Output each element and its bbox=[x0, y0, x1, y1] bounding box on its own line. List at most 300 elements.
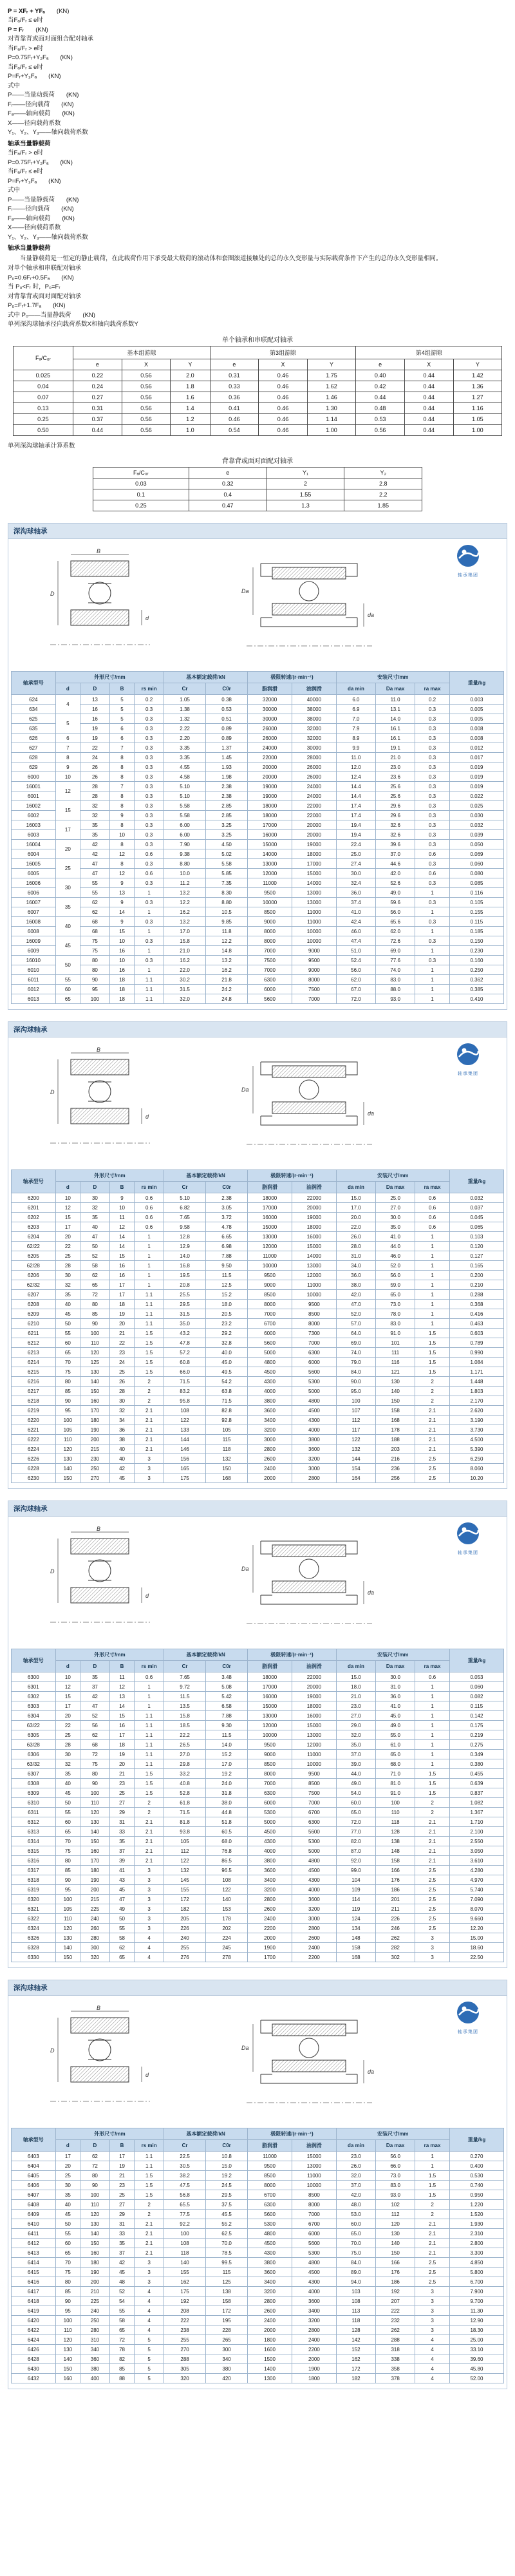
cell-C0r: 178 bbox=[206, 1914, 248, 1924]
cell-B: 15 bbox=[109, 927, 134, 936]
cell-Da: 41.0 bbox=[376, 1701, 415, 1711]
cell-grease-speed: 4300 bbox=[248, 1377, 292, 1387]
cell-Da: 288 bbox=[376, 2335, 415, 2345]
cell-rs: 1.1 bbox=[135, 985, 164, 994]
cell-Cr: 31.5 bbox=[164, 985, 206, 994]
cell-B: 10 bbox=[109, 830, 134, 840]
cell-d: 35 bbox=[55, 898, 80, 917]
cell-B: 18 bbox=[109, 1740, 134, 1750]
cell-d: 100 bbox=[55, 2316, 80, 2325]
col-model: 轴承型号 bbox=[11, 672, 55, 695]
cell-ra: 3 bbox=[415, 2316, 450, 2325]
cell-d: 100 bbox=[55, 1416, 80, 1425]
cell-Cr: 65.5 bbox=[164, 2200, 206, 2210]
cell-d: 130 bbox=[55, 2345, 80, 2354]
cell-D: 340 bbox=[80, 2345, 109, 2354]
cell-oil-speed: 38000 bbox=[292, 705, 336, 714]
cell-D: 215 bbox=[80, 1895, 109, 1904]
cell-d: 70 bbox=[55, 1837, 80, 1846]
cell-C0r: 3.25 bbox=[206, 830, 248, 840]
cell-model: 6218 bbox=[11, 1396, 55, 1406]
cell-C0r: 6.65 bbox=[206, 1232, 248, 1242]
cell-D: 80 bbox=[80, 1300, 109, 1309]
cell-Da: 148 bbox=[376, 1846, 415, 1856]
intro-heading: 轴承当量静载荷 bbox=[8, 140, 51, 147]
cell-rs: 4 bbox=[135, 1953, 164, 1962]
cell-D: 190 bbox=[80, 1425, 109, 1435]
cell-grease-speed: 8000 bbox=[248, 1300, 292, 1309]
cell-Cr: 156 bbox=[164, 1454, 206, 1464]
cell-Cr: 83.2 bbox=[164, 1387, 206, 1396]
cell-D: 75 bbox=[80, 936, 109, 946]
cell-da: 42.0 bbox=[336, 1290, 375, 1300]
cell-B: 10 bbox=[109, 1203, 134, 1213]
bearing-row bbox=[11, 1730, 503, 1740]
cell-oil-speed: 26000 bbox=[292, 762, 336, 772]
col-D: D bbox=[80, 683, 109, 695]
cell-Cr: 16.2 bbox=[164, 956, 206, 965]
cell-model: 6304 bbox=[11, 1711, 55, 1721]
cell-Cr: 9.72 bbox=[164, 1682, 206, 1692]
cell-D: 62 bbox=[80, 907, 109, 917]
cell-oil-speed: 5600 bbox=[292, 1367, 336, 1377]
cell-Cr: 146 bbox=[164, 1444, 206, 1454]
cell-weight: 39.60 bbox=[449, 2354, 503, 2364]
cell-B: 25 bbox=[109, 1367, 134, 1377]
intro-line: Fᵣ——径向载荷 (KN) bbox=[8, 100, 74, 108]
cell-D: 55 bbox=[80, 878, 109, 888]
cell-Da: 46.0 bbox=[376, 1251, 415, 1261]
cell-ra: 2.5 bbox=[415, 1473, 450, 1483]
cell-C0r: 86.5 bbox=[206, 1856, 248, 1866]
cell-Cr: 32.0 bbox=[164, 994, 206, 1004]
svg-text:da: da bbox=[368, 1589, 375, 1596]
bearing-cross-section-diagram bbox=[44, 548, 156, 661]
cell-ra: 0.3 bbox=[415, 753, 450, 762]
cell-rs: 0.3 bbox=[135, 878, 164, 888]
cell-da: 37.4 bbox=[336, 898, 375, 907]
cell-da: 34.0 bbox=[336, 1261, 375, 1271]
cell-grease-speed: 15000 bbox=[248, 1701, 292, 1711]
cell-d: 15 bbox=[55, 1692, 80, 1701]
cell-oil-speed: 11000 bbox=[292, 1280, 336, 1290]
cell-da: 62.0 bbox=[336, 975, 375, 985]
cell-B: 26 bbox=[109, 1377, 134, 1387]
cell-model: 6420 bbox=[11, 2316, 55, 2325]
cell-rs: 1 bbox=[135, 946, 164, 956]
col-grease: 脂润滑 bbox=[248, 683, 292, 695]
cell-d: 40 bbox=[55, 2200, 80, 2210]
factor-cell: 0.56 bbox=[122, 414, 171, 425]
col-weight: 重量/kg bbox=[449, 672, 503, 695]
cell-model: 6203 bbox=[11, 1222, 55, 1232]
bearing-cross-section-diagram bbox=[44, 1046, 156, 1159]
col-cr: Cr bbox=[164, 683, 206, 695]
cell-oil-speed: 16000 bbox=[292, 1232, 336, 1242]
cell-Da: 13.1 bbox=[376, 705, 415, 714]
cell-C0r: 420 bbox=[206, 2374, 248, 2383]
cell-weight: 0.017 bbox=[449, 753, 503, 762]
bearing-row bbox=[11, 1464, 503, 1473]
cell-weight: 0.008 bbox=[449, 724, 503, 734]
cell-B: 14 bbox=[109, 1242, 134, 1251]
cell-oil-speed: 3200 bbox=[292, 1904, 336, 1914]
cell-ra: 4 bbox=[415, 2335, 450, 2345]
cell-Cr: 270 bbox=[164, 2345, 206, 2354]
cell-da: 15.0 bbox=[336, 1672, 375, 1682]
cell-grease-speed: 18000 bbox=[248, 811, 292, 820]
cell-Da: 42.0 bbox=[376, 869, 415, 878]
pair-row bbox=[93, 489, 422, 500]
bearing-row bbox=[11, 2190, 503, 2200]
cell-grease-speed: 3600 bbox=[248, 1866, 292, 1875]
cell-D: 140 bbox=[80, 1377, 109, 1387]
cell-da: 19.4 bbox=[336, 820, 375, 830]
cell-oil-speed: 11000 bbox=[292, 1750, 336, 1759]
bearing-row bbox=[11, 1875, 503, 1885]
cell-oil-speed: 4800 bbox=[292, 1856, 336, 1866]
col-Da: Da max bbox=[376, 2140, 415, 2152]
cell-ra: 1 bbox=[415, 1692, 450, 1701]
cell-model: 6403 bbox=[11, 2152, 55, 2161]
factor-cell: 0.025 bbox=[13, 370, 73, 381]
cell-rs: 2 bbox=[135, 1377, 164, 1387]
cell-Da: 16.1 bbox=[376, 734, 415, 743]
cell-B: 65 bbox=[109, 1953, 134, 1962]
bearing-data-table bbox=[11, 671, 504, 1004]
cell-rs: 4 bbox=[135, 1943, 164, 1953]
cell-Cr: 4.58 bbox=[164, 772, 206, 782]
cell-grease-speed: 6000 bbox=[248, 985, 292, 994]
cell-weight: 0.019 bbox=[449, 782, 503, 791]
col-ra: ra max bbox=[415, 1661, 450, 1672]
cell-grease-speed: 5300 bbox=[248, 1808, 292, 1817]
bearing-row bbox=[11, 2325, 503, 2335]
bearing-row bbox=[11, 1779, 503, 1788]
bearing-row bbox=[11, 1348, 503, 1358]
cell-C0r: 44.8 bbox=[206, 1808, 248, 1817]
cell-rs: 2 bbox=[135, 1387, 164, 1396]
cell-da: 12.4 bbox=[336, 772, 375, 782]
cell-weight: 4.500 bbox=[449, 1435, 503, 1444]
cell-d: 80 bbox=[55, 1856, 80, 1866]
factor-cell: 0.56 bbox=[122, 381, 171, 392]
cell-Da: 25.6 bbox=[376, 782, 415, 791]
cell-D: 200 bbox=[80, 1435, 109, 1444]
cell-Da: 338 bbox=[376, 2354, 415, 2364]
cell-grease-speed: 30000 bbox=[248, 705, 292, 714]
cell-rs: 1.1 bbox=[135, 1740, 164, 1750]
cell-Cr: 14.0 bbox=[164, 1251, 206, 1261]
cell-rs: 1.5 bbox=[135, 2190, 164, 2200]
cell-B: 6 bbox=[109, 724, 134, 734]
cell-Cr: 9.58 bbox=[164, 1222, 206, 1232]
cell-ra: 0.3 bbox=[415, 791, 450, 801]
cell-rs: 1.1 bbox=[135, 1750, 164, 1759]
cell-Da: 168 bbox=[376, 1416, 415, 1425]
cell-B: 12 bbox=[109, 869, 134, 878]
cell-ra: 1 bbox=[415, 1319, 450, 1329]
cell-weight: 0.455 bbox=[449, 1769, 503, 1779]
bearing-mounting-diagram bbox=[234, 548, 385, 661]
cell-oil-speed: 26000 bbox=[292, 772, 336, 782]
cell-Cr: 1.05 bbox=[164, 695, 206, 705]
pair-cell: 0.25 bbox=[93, 500, 189, 511]
cell-weight: 0.603 bbox=[449, 1329, 503, 1338]
cell-da: 36.0 bbox=[336, 888, 375, 898]
cell-ra: 1 bbox=[415, 907, 450, 917]
cell-D: 90 bbox=[80, 975, 109, 985]
intro-line: 当 P₀<Fᵣ 时，P₀=Fᵣ bbox=[8, 283, 61, 291]
factor-cell: 0.46 bbox=[210, 414, 259, 425]
cell-da: 128 bbox=[336, 2325, 375, 2335]
cell-Da: 59.0 bbox=[376, 1280, 415, 1290]
cell-B: 28 bbox=[109, 1387, 134, 1396]
cell-model: 6202 bbox=[11, 1213, 55, 1222]
bearing-row bbox=[11, 2316, 503, 2325]
cell-D: 170 bbox=[80, 1856, 109, 1866]
cell-C0r: 19.2 bbox=[206, 1769, 248, 1779]
cell-d: 110 bbox=[55, 1914, 80, 1924]
cell-oil-speed: 15000 bbox=[292, 2152, 336, 2161]
cell-ra: 0.3 bbox=[415, 917, 450, 927]
cell-Da: 56.0 bbox=[376, 2152, 415, 2161]
bearing-row bbox=[11, 1672, 503, 1682]
cell-Da: 16.1 bbox=[376, 724, 415, 734]
cell-rs: 0.6 bbox=[135, 869, 164, 878]
cell-model: 6307 bbox=[11, 1769, 55, 1779]
bearing-row bbox=[11, 743, 503, 753]
cell-weight: 0.288 bbox=[449, 1290, 503, 1300]
cell-ra: 0.6 bbox=[415, 1222, 450, 1232]
cell-Da: 66.0 bbox=[376, 2161, 415, 2171]
cell-grease-speed: 1400 bbox=[248, 2364, 292, 2374]
cell-grease-speed: 12000 bbox=[248, 1242, 292, 1251]
cell-weight: 11.30 bbox=[449, 2306, 503, 2316]
cell-grease-speed: 4300 bbox=[248, 1837, 292, 1846]
cell-Da: 176 bbox=[376, 2268, 415, 2277]
cell-Da: 52.0 bbox=[376, 1261, 415, 1271]
cell-model: 6412 bbox=[11, 2239, 55, 2248]
intro-line: Y₁、Y₂、Y₃——轴向载荷系数 bbox=[8, 233, 88, 241]
cell-C0r: 3.48 bbox=[206, 1672, 248, 1682]
cell-d: 15 bbox=[55, 1213, 80, 1222]
cell-weight: 0.045 bbox=[449, 1213, 503, 1222]
factor-cell: 1.75 bbox=[307, 370, 356, 381]
cell-C0r: 63.8 bbox=[206, 1387, 248, 1396]
col-mount-group: 安装尺寸/mm bbox=[336, 2128, 449, 2140]
bearing-row bbox=[11, 1444, 503, 1454]
cell-D: 250 bbox=[80, 2316, 109, 2325]
factor-cell: 0.41 bbox=[210, 403, 259, 414]
bearing-mounting-diagram bbox=[234, 1526, 385, 1638]
cell-ra: 2.1 bbox=[415, 1856, 450, 1866]
svg-text:Da: Da bbox=[241, 588, 249, 595]
cell-rs: 2.1 bbox=[135, 2248, 164, 2258]
factor-cell: 1.2 bbox=[171, 414, 210, 425]
cell-weight: 0.012 bbox=[449, 743, 503, 753]
cell-D: 26 bbox=[80, 772, 109, 782]
cell-oil-speed: 5600 bbox=[292, 2239, 336, 2248]
cell-B: 9 bbox=[109, 898, 134, 907]
bearing-row bbox=[11, 1885, 503, 1895]
cell-D: 150 bbox=[80, 1837, 109, 1846]
cell-oil-speed: 5600 bbox=[292, 1827, 336, 1837]
cell-ra: 2 bbox=[415, 1808, 450, 1817]
cell-rs: 0.3 bbox=[135, 898, 164, 907]
factor-cell: 0.31 bbox=[73, 403, 122, 414]
cell-model: 6003 bbox=[11, 830, 55, 840]
cell-model: 6219 bbox=[11, 1406, 55, 1416]
cell-rs: 0.3 bbox=[135, 820, 164, 830]
cell-Cr: 57.2 bbox=[164, 1348, 206, 1358]
cell-Cr: 71.5 bbox=[164, 1808, 206, 1817]
intro-line: X——径向载荷系数 bbox=[8, 224, 61, 232]
cell-Da: 37.0 bbox=[376, 849, 415, 859]
bearing-row bbox=[11, 2152, 503, 2161]
factor-group-c4-clearance: 第4组游隙 bbox=[356, 346, 502, 359]
cell-model: 6220 bbox=[11, 1416, 55, 1425]
cell-B: 21 bbox=[109, 2171, 134, 2181]
cell-weight: 0.105 bbox=[449, 898, 503, 907]
cell-oil-speed: 10000 bbox=[292, 1759, 336, 1769]
factor-cell: 1.00 bbox=[307, 425, 356, 436]
cell-grease-speed: 20000 bbox=[248, 772, 292, 782]
cell-rs: 1 bbox=[135, 1251, 164, 1261]
cell-ra: 0.3 bbox=[415, 743, 450, 753]
cell-ra: 2.1 bbox=[415, 1425, 450, 1435]
cell-D: 100 bbox=[80, 2190, 109, 2200]
cell-Da: 201 bbox=[376, 1895, 415, 1904]
cell-weight: 0.385 bbox=[449, 985, 503, 994]
cell-Da: 25.6 bbox=[376, 791, 415, 801]
cell-grease-speed: 9500 bbox=[248, 2161, 292, 2171]
bearing-row bbox=[11, 859, 503, 869]
cell-oil-speed: 40000 bbox=[292, 695, 336, 705]
cell-Cr: 16.8 bbox=[164, 1261, 206, 1271]
cell-grease-speed: 7000 bbox=[248, 1309, 292, 1319]
cell-oil-speed: 7500 bbox=[292, 985, 336, 994]
cell-Da: 29.6 bbox=[376, 811, 415, 820]
intro-line: 对单个轴承和串联配对轴承 bbox=[8, 265, 82, 272]
cell-Cr: 122 bbox=[164, 1856, 206, 1866]
cell-D: 40 bbox=[80, 1222, 109, 1232]
cell-rs: 3 bbox=[135, 1895, 164, 1904]
cell-B: 18 bbox=[109, 985, 134, 994]
cell-weight: 0.368 bbox=[449, 1300, 503, 1309]
cell-model: 6007 bbox=[11, 907, 55, 917]
cell-rs: 2.1 bbox=[135, 2239, 164, 2248]
cell-Da: 216 bbox=[376, 1454, 415, 1464]
cell-oil-speed: 8500 bbox=[292, 2190, 336, 2200]
cell-C0r: 15.2 bbox=[206, 1750, 248, 1759]
cell-model: 16008 bbox=[11, 917, 55, 927]
col-oil: 油润滑 bbox=[292, 2140, 336, 2152]
cell-oil-speed: 3600 bbox=[292, 2297, 336, 2306]
cell-grease-speed: 4800 bbox=[248, 2229, 292, 2239]
cell-Da: 93.0 bbox=[376, 994, 415, 1004]
cell-Cr: 132 bbox=[164, 1866, 206, 1875]
cell-Cr: 3.35 bbox=[164, 743, 206, 753]
cell-B: 24 bbox=[109, 1358, 134, 1367]
intro-line: P=0.75Fᵣ+Y₂Fₐ (KN) bbox=[8, 54, 73, 62]
pair-row bbox=[93, 500, 422, 511]
cell-B: 20 bbox=[109, 1759, 134, 1769]
bearing-data-table bbox=[11, 2128, 504, 2383]
factor-cell: 1.6 bbox=[171, 392, 210, 403]
cell-model: 6001 bbox=[11, 791, 55, 801]
cell-d: 85 bbox=[55, 1866, 80, 1875]
cell-da: 52.0 bbox=[336, 1309, 375, 1319]
cell-da: 172 bbox=[336, 2364, 375, 2374]
cell-oil-speed: 5300 bbox=[292, 1377, 336, 1387]
cell-weight: 6.250 bbox=[449, 1454, 503, 1464]
intro-line: 当Fₐ/Fᵣ ≤ e时 bbox=[8, 63, 43, 71]
cell-Da: 25.0 bbox=[376, 1193, 415, 1203]
cell-da: 28.0 bbox=[336, 1242, 375, 1251]
factor-cell: 0.46 bbox=[259, 381, 308, 392]
cell-oil-speed: 12000 bbox=[292, 1271, 336, 1280]
cell-weight: 1.930 bbox=[449, 2219, 503, 2229]
col-d: d bbox=[55, 683, 80, 695]
col-dims-group: 外形尺寸/mm bbox=[55, 1649, 164, 1661]
bearing-row bbox=[11, 1251, 503, 1261]
cell-C0r: 108 bbox=[206, 1875, 248, 1885]
cell-B: 18 bbox=[109, 1300, 134, 1309]
cell-grease-speed: 8000 bbox=[248, 927, 292, 936]
cell-da: 144 bbox=[336, 1454, 375, 1464]
bearing-row bbox=[11, 1300, 503, 1309]
cell-D: 215 bbox=[80, 1444, 109, 1454]
cell-Cr: 11.5 bbox=[164, 1692, 206, 1701]
cell-Da: 44.6 bbox=[376, 859, 415, 869]
cell-Da: 150 bbox=[376, 2248, 415, 2258]
cell-oil-speed: 4500 bbox=[292, 1406, 336, 1416]
cell-D: 16 bbox=[80, 714, 109, 724]
cell-C0r: 37.5 bbox=[206, 2200, 248, 2210]
cell-grease-speed: 4500 bbox=[248, 2239, 292, 2248]
cell-d: 30 bbox=[55, 1271, 80, 1280]
factor-col-fa-cor: Fₐ/C₀ᵣ bbox=[13, 346, 73, 370]
bearing-row bbox=[11, 878, 503, 888]
cell-d: 55 bbox=[55, 975, 80, 985]
cell-ra: 2.5 bbox=[415, 2277, 450, 2287]
factor-row bbox=[13, 381, 501, 392]
intro-line: 单列深沟球轴承径向载荷系数X和轴向载荷系数Y bbox=[8, 320, 138, 328]
cell-grease-speed: 18000 bbox=[248, 1672, 292, 1682]
cell-ra: 4 bbox=[415, 2364, 450, 2374]
pair-col-y2: Y₂ bbox=[344, 468, 422, 478]
cell-D: 110 bbox=[80, 1798, 109, 1808]
cell-oil-speed: 3200 bbox=[292, 1454, 336, 1464]
cell-B: 16 bbox=[109, 1721, 134, 1730]
intro-line: P₀=Fᵣ+1.7Fₐ (KN) bbox=[8, 302, 66, 310]
cell-Cr: 7.65 bbox=[164, 1213, 206, 1222]
bearing-row bbox=[11, 2219, 503, 2229]
cell-weight: 0.530 bbox=[449, 2171, 503, 2181]
cell-oil-speed: 7000 bbox=[292, 994, 336, 1004]
cell-rs: 0.3 bbox=[135, 782, 164, 791]
col-c0r: C0r bbox=[206, 683, 248, 695]
cell-da: 109 bbox=[336, 1885, 375, 1895]
cell-grease-speed: 11000 bbox=[248, 878, 292, 888]
cell-da: 35.0 bbox=[336, 1740, 375, 1750]
cell-Cr: 6.00 bbox=[164, 820, 206, 830]
cell-d: 4 bbox=[55, 695, 80, 714]
cell-da: 79.0 bbox=[336, 1358, 375, 1367]
cell-d: 35 bbox=[55, 1290, 80, 1300]
cell-grease-speed: 13000 bbox=[248, 859, 292, 869]
